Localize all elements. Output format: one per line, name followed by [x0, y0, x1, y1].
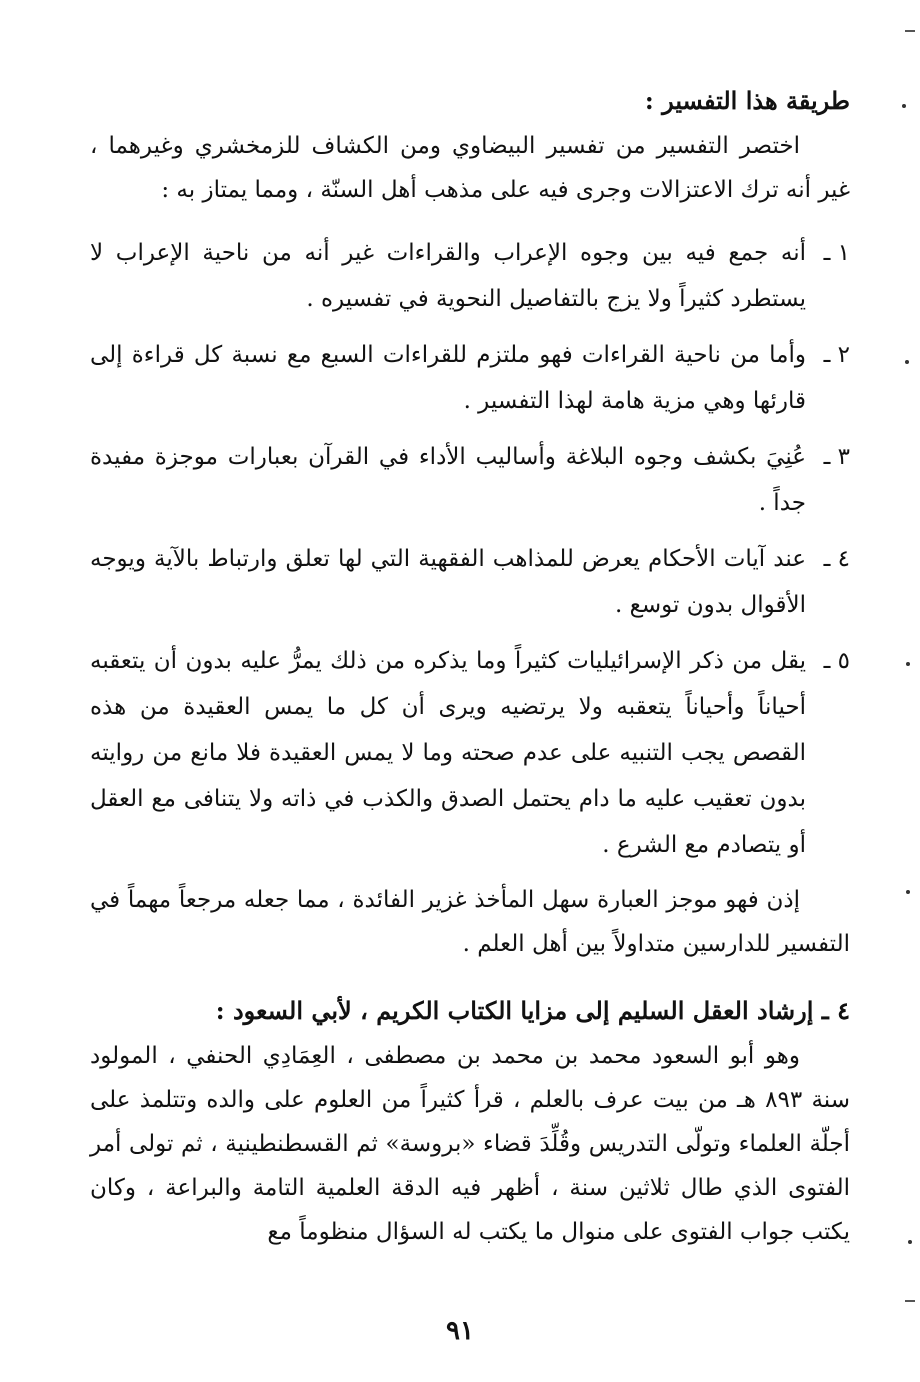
section-heading: ٤ ـ إرشاد العقل السليم إلى مزايا الكتاب الكريم ، لأبي السعود :: [215, 996, 850, 1025]
list-item: [90, 230, 850, 322]
list-item: [90, 536, 850, 628]
item-number: ٥ ـ: [823, 648, 850, 674]
conclusion-paragraph: إذن فهو موجز العبارة سهل المأخذ غزير الفائدة ، مما جعله مرجعاً مهماً في التفسير للدارسين متداولاً بين أهل العلم .: [90, 887, 850, 957]
features-list: [90, 230, 850, 868]
item-text: أنه جمع فيه بين وجوه الإعراب والقراءات غير أنه من ناحية الإعراب لا يستطرد كثيراً ولا يزج بالتفاصيل النحوية في تفسيره .: [90, 240, 806, 312]
item-text: يقل من ذكر الإسرائيليات كثيراً وما يذكره من ذلك يمرُّ عليه بدون أن يتعقبه أحياناً وأحياناً يتعقبه ولا يرتضيه ويرى أن كل ما يمس العقيدة من هذه القصص يجب التنبيه على عدم صحته وما لا يمس العقيدة فلا مانع من روايته بدون تعقيب عليه ما دام يحتمل الصدق والكذب في ذاته ولا يتنافى مع العقل أو يتصادم مع الشرع .: [90, 648, 806, 858]
list-item: [90, 638, 850, 868]
item-text: عند آيات الأحكام يعرض للمذاهب الفقهية التي لها تعلق وارتباط بالآية ويوجه الأقوال بدون توسع .: [90, 546, 806, 618]
item-number: ٣ ـ: [823, 444, 850, 470]
scan-dot: [906, 890, 910, 894]
item-number: ١ ـ: [823, 240, 850, 266]
section-heading: طريقة هذا التفسير :: [644, 86, 850, 115]
scan-tick: [905, 1300, 915, 1302]
intro-paragraph: اختصر التفسير من تفسير البيضاوي ومن الكشاف للزمخشري وغيرهما ، غير أنه ترك الاعتزالات وجرى فيه على مذهب أهل السنّة ، ومما يمتاز به :: [90, 133, 850, 203]
item-number: ٤ ـ: [823, 546, 850, 572]
item-text: وأما من ناحية القراءات فهو ملتزم للقراءات السبع مع نسبة كل قراءة إلى قارئها وهي مزية هامة لهذا التفسير .: [90, 342, 806, 414]
scan-dot: [906, 662, 910, 666]
list-item: [90, 332, 850, 424]
page-number: ٩١: [446, 1316, 474, 1346]
item-text: عُنِيَ بكشف وجوه البلاغة وأساليب الأداء في القرآن بعبارات موجزة مفيدة جداً .: [90, 444, 806, 516]
biography-paragraph: وهو أبو السعود محمد بن محمد بن مصطفى ، العِمَادِي الحنفي ، المولود سنة ٨٩٣ هـ من بيت عرف بالعلم ، قرأ كثيراً من العلوم على والده وتتلمذ على أجلّة العلماء وتولّى التدريس وقُلِّدَ قضاء «بروسة» ثم القسطنطينية ، ثم تولى أمر الفتوى الذي طال ثلاثين سنة ، أظهر فيه الدقة العلمية التامة والبراعة ، وكان يكتب جواب الفتوى على منوال ما يكتب له السؤال منظوماً مع: [90, 1043, 850, 1245]
item-number: ٢ ـ: [823, 342, 850, 368]
scan-dot: [908, 1240, 912, 1244]
scan-tick: [905, 30, 915, 32]
document-page: [90, 78, 850, 1254]
list-item: [90, 434, 850, 526]
scan-dot: [905, 360, 909, 364]
scan-dot: [902, 104, 906, 108]
